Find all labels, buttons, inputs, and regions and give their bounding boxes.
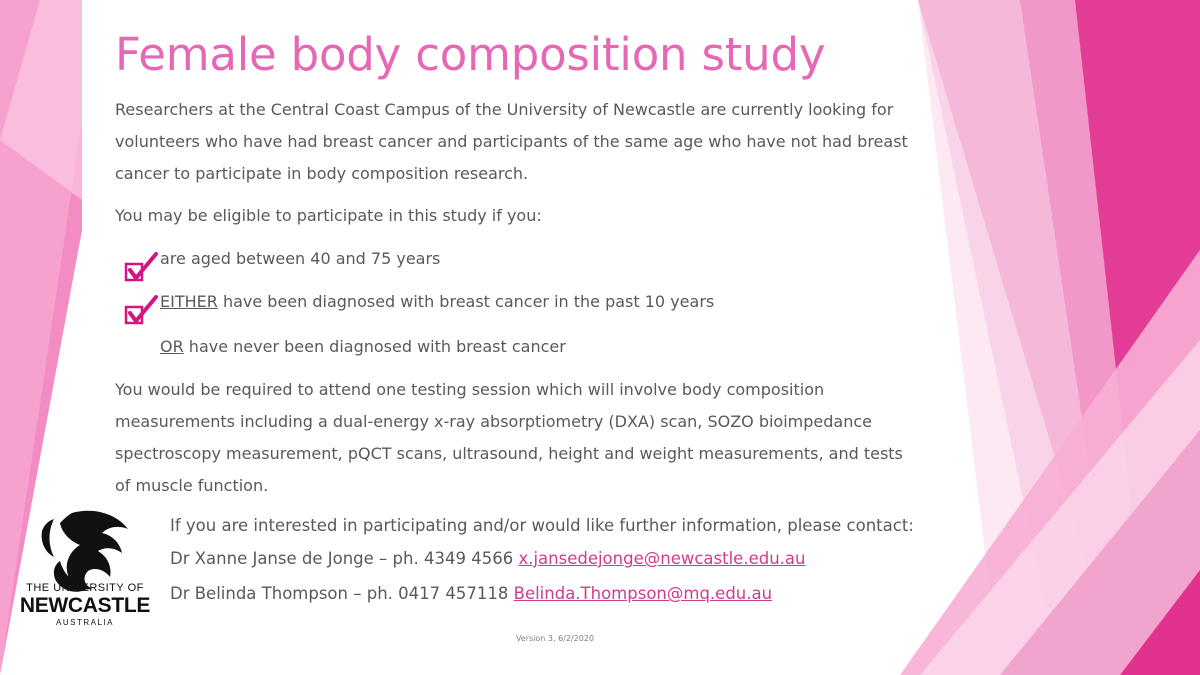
criterion-or-text: have never been diagnosed with breast cancer [183, 337, 566, 356]
email-link[interactable]: x.jansedejonge@newcastle.edu.au [518, 549, 806, 568]
slide-title: Female body composition study [115, 28, 826, 81]
logo-line-3: AUSTRALIA [56, 618, 114, 627]
intro-paragraph: Researchers at the Central Coast Campus of the University of Newcastle are currently looking for volunteers who have had breast cancer and participants of the same age who have not had breast cancer to participate in body composition research. [115, 100, 908, 183]
logo-line-1: THE UNIVERSITY OF [26, 582, 144, 594]
criterion-either-text: have been diagnosed with breast cancer in the past 10 years [217, 292, 715, 311]
contact-row [170, 584, 772, 603]
eligibility-lead: You may be eligible to participate in this study if you: [115, 206, 542, 225]
contact-name: Dr Xanne Janse de Jonge – ph. 4349 4566 [170, 549, 519, 568]
logo-line-2: NEWCASTLE [19, 594, 151, 617]
checkbox-check-icon [120, 248, 160, 288]
version-footer: Version 3, 6/2/2020 [515, 634, 595, 643]
contact-name: Dr Belinda Thompson – ph. 0417 457118 [170, 584, 514, 603]
contact-lead: If you are interested in participating and/or would like further information, please contact: [170, 516, 914, 535]
criterion-text [160, 291, 714, 313]
requirements-paragraph: You would be required to attend one testing session which will involve body composition measurements including a dual-energy x-ray absorptiometry (DXA) scan, SOZO bioimpedance spectroscopy measurement, pQCT scans, ultrasound, height and weight measurements, and tests of muscle function. [115, 380, 903, 495]
either-keyword: EITHER [160, 292, 218, 311]
or-keyword: OR [160, 337, 184, 356]
checkbox-check-icon [120, 291, 160, 331]
email-link[interactable]: Belinda.Thompson@mq.edu.au [513, 584, 773, 603]
criterion-or [160, 337, 566, 356]
contact-row [170, 549, 805, 568]
criterion-text: are aged between 40 and 75 years [160, 249, 441, 268]
